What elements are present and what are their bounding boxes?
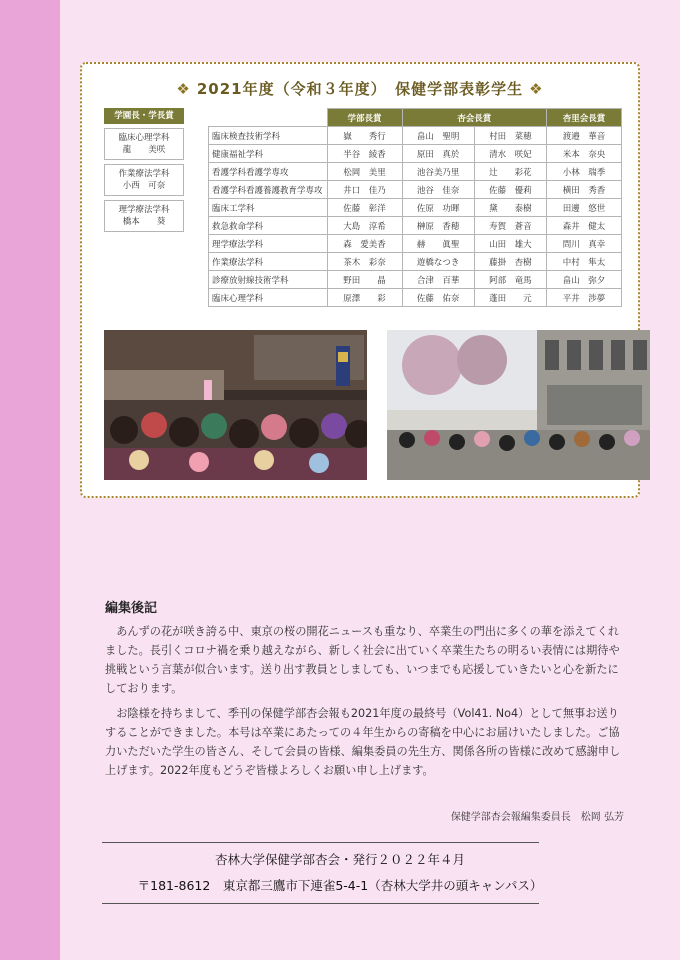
student-name-cell: 横田 秀香 bbox=[547, 181, 622, 199]
table-row bbox=[209, 145, 622, 163]
student-name-cell: 蓬田 元 bbox=[474, 289, 546, 307]
editor-note-paragraph: あんずの花が咲き誇る中、東京の桜の開花ニュースも重なり、卒業生の門出に多くの華を添えてくれました。長引くコロナ禍を乗り越えながら、新しく社会に出ていく卒業生たちの明るい表情には期待や挑戦という言葉が似合います。送り出す教員としましても、いつまでも応援していきたいと心を新たにしております。 bbox=[105, 625, 620, 695]
student-name-cell: 佐原 功暉 bbox=[402, 199, 474, 217]
student-name-cell: 井口 佳乃 bbox=[327, 181, 402, 199]
student-name-cell: 辻 彩花 bbox=[474, 163, 546, 181]
student-name-cell: 田邊 悠世 bbox=[547, 199, 622, 217]
campus-gathering-photo bbox=[387, 330, 650, 480]
department-cell: 看護学科看護養護教育学専攻 bbox=[209, 181, 328, 199]
student-name-cell: 佐藤 彰洋 bbox=[327, 199, 402, 217]
award-name: 橋本 葵 bbox=[122, 217, 166, 227]
student-name-cell: 池谷美乃里 bbox=[402, 163, 474, 181]
department-cell: 救急救命学科 bbox=[209, 217, 328, 235]
awards-frame bbox=[80, 62, 640, 498]
divider-bottom bbox=[102, 903, 539, 904]
kyo-award-header: 杏会長賞 bbox=[402, 109, 547, 127]
student-name-cell: 池谷 佳奈 bbox=[402, 181, 474, 199]
award-name: 龍 美咲 bbox=[122, 145, 166, 155]
department-cell: 看護学科看護学専攻 bbox=[209, 163, 328, 181]
student-name-cell: 松岡 美里 bbox=[327, 163, 402, 181]
student-name-cell: 渡邉 華音 bbox=[547, 127, 622, 145]
student-name-cell: 寿賀 蒼音 bbox=[474, 217, 546, 235]
table-row bbox=[209, 163, 622, 181]
editor-signature: 保健学部杏会報編集委員長 松岡 弘芳 bbox=[450, 812, 624, 823]
department-cell: 作業療法学科 bbox=[209, 253, 328, 271]
awards-table bbox=[208, 108, 622, 307]
awards-title bbox=[82, 78, 638, 99]
table-row bbox=[209, 235, 622, 253]
student-name-cell: 遊橋なつき bbox=[402, 253, 474, 271]
dean-award-header: 学部長賞 bbox=[327, 109, 402, 127]
student-name-cell: 榊原 香穂 bbox=[402, 217, 474, 235]
student-name-cell: 大島 淳希 bbox=[327, 217, 402, 235]
student-name-cell: 原澤 彩 bbox=[327, 289, 402, 307]
department-cell: 健康福祉学科 bbox=[209, 145, 328, 163]
student-name-cell: 藤掛 杏樹 bbox=[474, 253, 546, 271]
department-cell: 臨床心理学科 bbox=[209, 289, 328, 307]
editor-note-paragraph: お陰様を持ちまして、季刊の保健学部杏会報も2021年度の最終号（Vol41. No4）として無事お送りすることができました。本号は卒業にあたっての４年生からの寄稿を中心にお届けいたしました。ご協力いただいた学生の皆さん、そして会員の皆様、編集委員の先生方、関係各所の皆様に改めて感謝申し上げます。2022年度もどうぞ皆様よろしくお願い申し上げます。 bbox=[105, 707, 621, 777]
table-row bbox=[209, 289, 622, 307]
award-name: 小西 可奈 bbox=[122, 181, 166, 191]
department-cell: 理学療法学科 bbox=[209, 235, 328, 253]
department-cell: 臨床工学科 bbox=[209, 199, 328, 217]
president-award-entry bbox=[104, 128, 184, 160]
student-name-cell: 佐藤 優莉 bbox=[474, 181, 546, 199]
student-name-cell: 佐藤 佑奈 bbox=[402, 289, 474, 307]
student-name-cell: 清水 咲妃 bbox=[474, 145, 546, 163]
president-award-entry bbox=[104, 200, 184, 232]
department-cell: 臨床検査技術学科 bbox=[209, 127, 328, 145]
president-award-column bbox=[104, 108, 184, 232]
award-dept: 臨床心理学科 bbox=[118, 133, 170, 143]
award-dept: 作業療法学科 bbox=[118, 169, 170, 179]
diamond-ornament-icon: ❖ bbox=[176, 80, 191, 98]
student-name-cell: 赫 眞聖 bbox=[402, 235, 474, 253]
student-name-cell: 米本 奈央 bbox=[547, 145, 622, 163]
student-name-cell: 畠山 聖明 bbox=[402, 127, 474, 145]
editor-note-heading: 編集後記 bbox=[105, 601, 158, 616]
student-name-cell: 嶽 秀行 bbox=[327, 127, 402, 145]
award-dept: 理学療法学科 bbox=[118, 205, 170, 215]
student-name-cell: 阿部 竜馬 bbox=[474, 271, 546, 289]
student-name-cell: 畠山 弥夕 bbox=[547, 271, 622, 289]
student-name-cell: 森 愛美香 bbox=[327, 235, 402, 253]
table-row bbox=[209, 127, 622, 145]
student-name-cell: 森井 健太 bbox=[547, 217, 622, 235]
student-name-cell: 小林 瑞季 bbox=[547, 163, 622, 181]
student-name-cell: 村田 菜穂 bbox=[474, 127, 546, 145]
graduation-ceremony-photo bbox=[104, 330, 367, 480]
kyori-award-header: 杏里会長賞 bbox=[547, 109, 622, 127]
table-row bbox=[209, 181, 622, 199]
empty-header-cell bbox=[209, 109, 328, 127]
student-name-cell: 問川 真幸 bbox=[547, 235, 622, 253]
divider-top bbox=[102, 842, 539, 843]
student-name-cell: 茶木 彩奈 bbox=[327, 253, 402, 271]
awards-title-text: 2021年度（令和３年度） 保健学部表彰学生 bbox=[196, 80, 524, 98]
publisher-line: 杏林大学保健学部杏会・発行２０２２年４月 bbox=[214, 852, 465, 867]
table-row bbox=[209, 199, 622, 217]
student-name-cell: 平井 渉夢 bbox=[547, 289, 622, 307]
student-name-cell: 中村 隼太 bbox=[547, 253, 622, 271]
table-row bbox=[209, 217, 622, 235]
table-row bbox=[209, 271, 622, 289]
table-row bbox=[209, 253, 622, 271]
awards-table-header-row bbox=[209, 109, 622, 127]
student-name-cell: 黛 泰樹 bbox=[474, 199, 546, 217]
address-line: 〒181-8612 東京都三鷹市下連雀5-4-1（杏林大学井の頭キャンパス） bbox=[137, 878, 543, 893]
student-name-cell: 原田 真於 bbox=[402, 145, 474, 163]
student-name-cell: 半谷 綾香 bbox=[327, 145, 402, 163]
student-name-cell: 山田 雄大 bbox=[474, 235, 546, 253]
president-award-entry bbox=[104, 164, 184, 196]
diamond-ornament-icon: ❖ bbox=[529, 80, 544, 98]
department-cell: 診療放射線技術学科 bbox=[209, 271, 328, 289]
student-name-cell: 合津 百華 bbox=[402, 271, 474, 289]
president-award-header: 学園長・学長賞 bbox=[104, 108, 184, 124]
left-color-band bbox=[0, 0, 60, 960]
student-name-cell: 野田 晶 bbox=[327, 271, 402, 289]
